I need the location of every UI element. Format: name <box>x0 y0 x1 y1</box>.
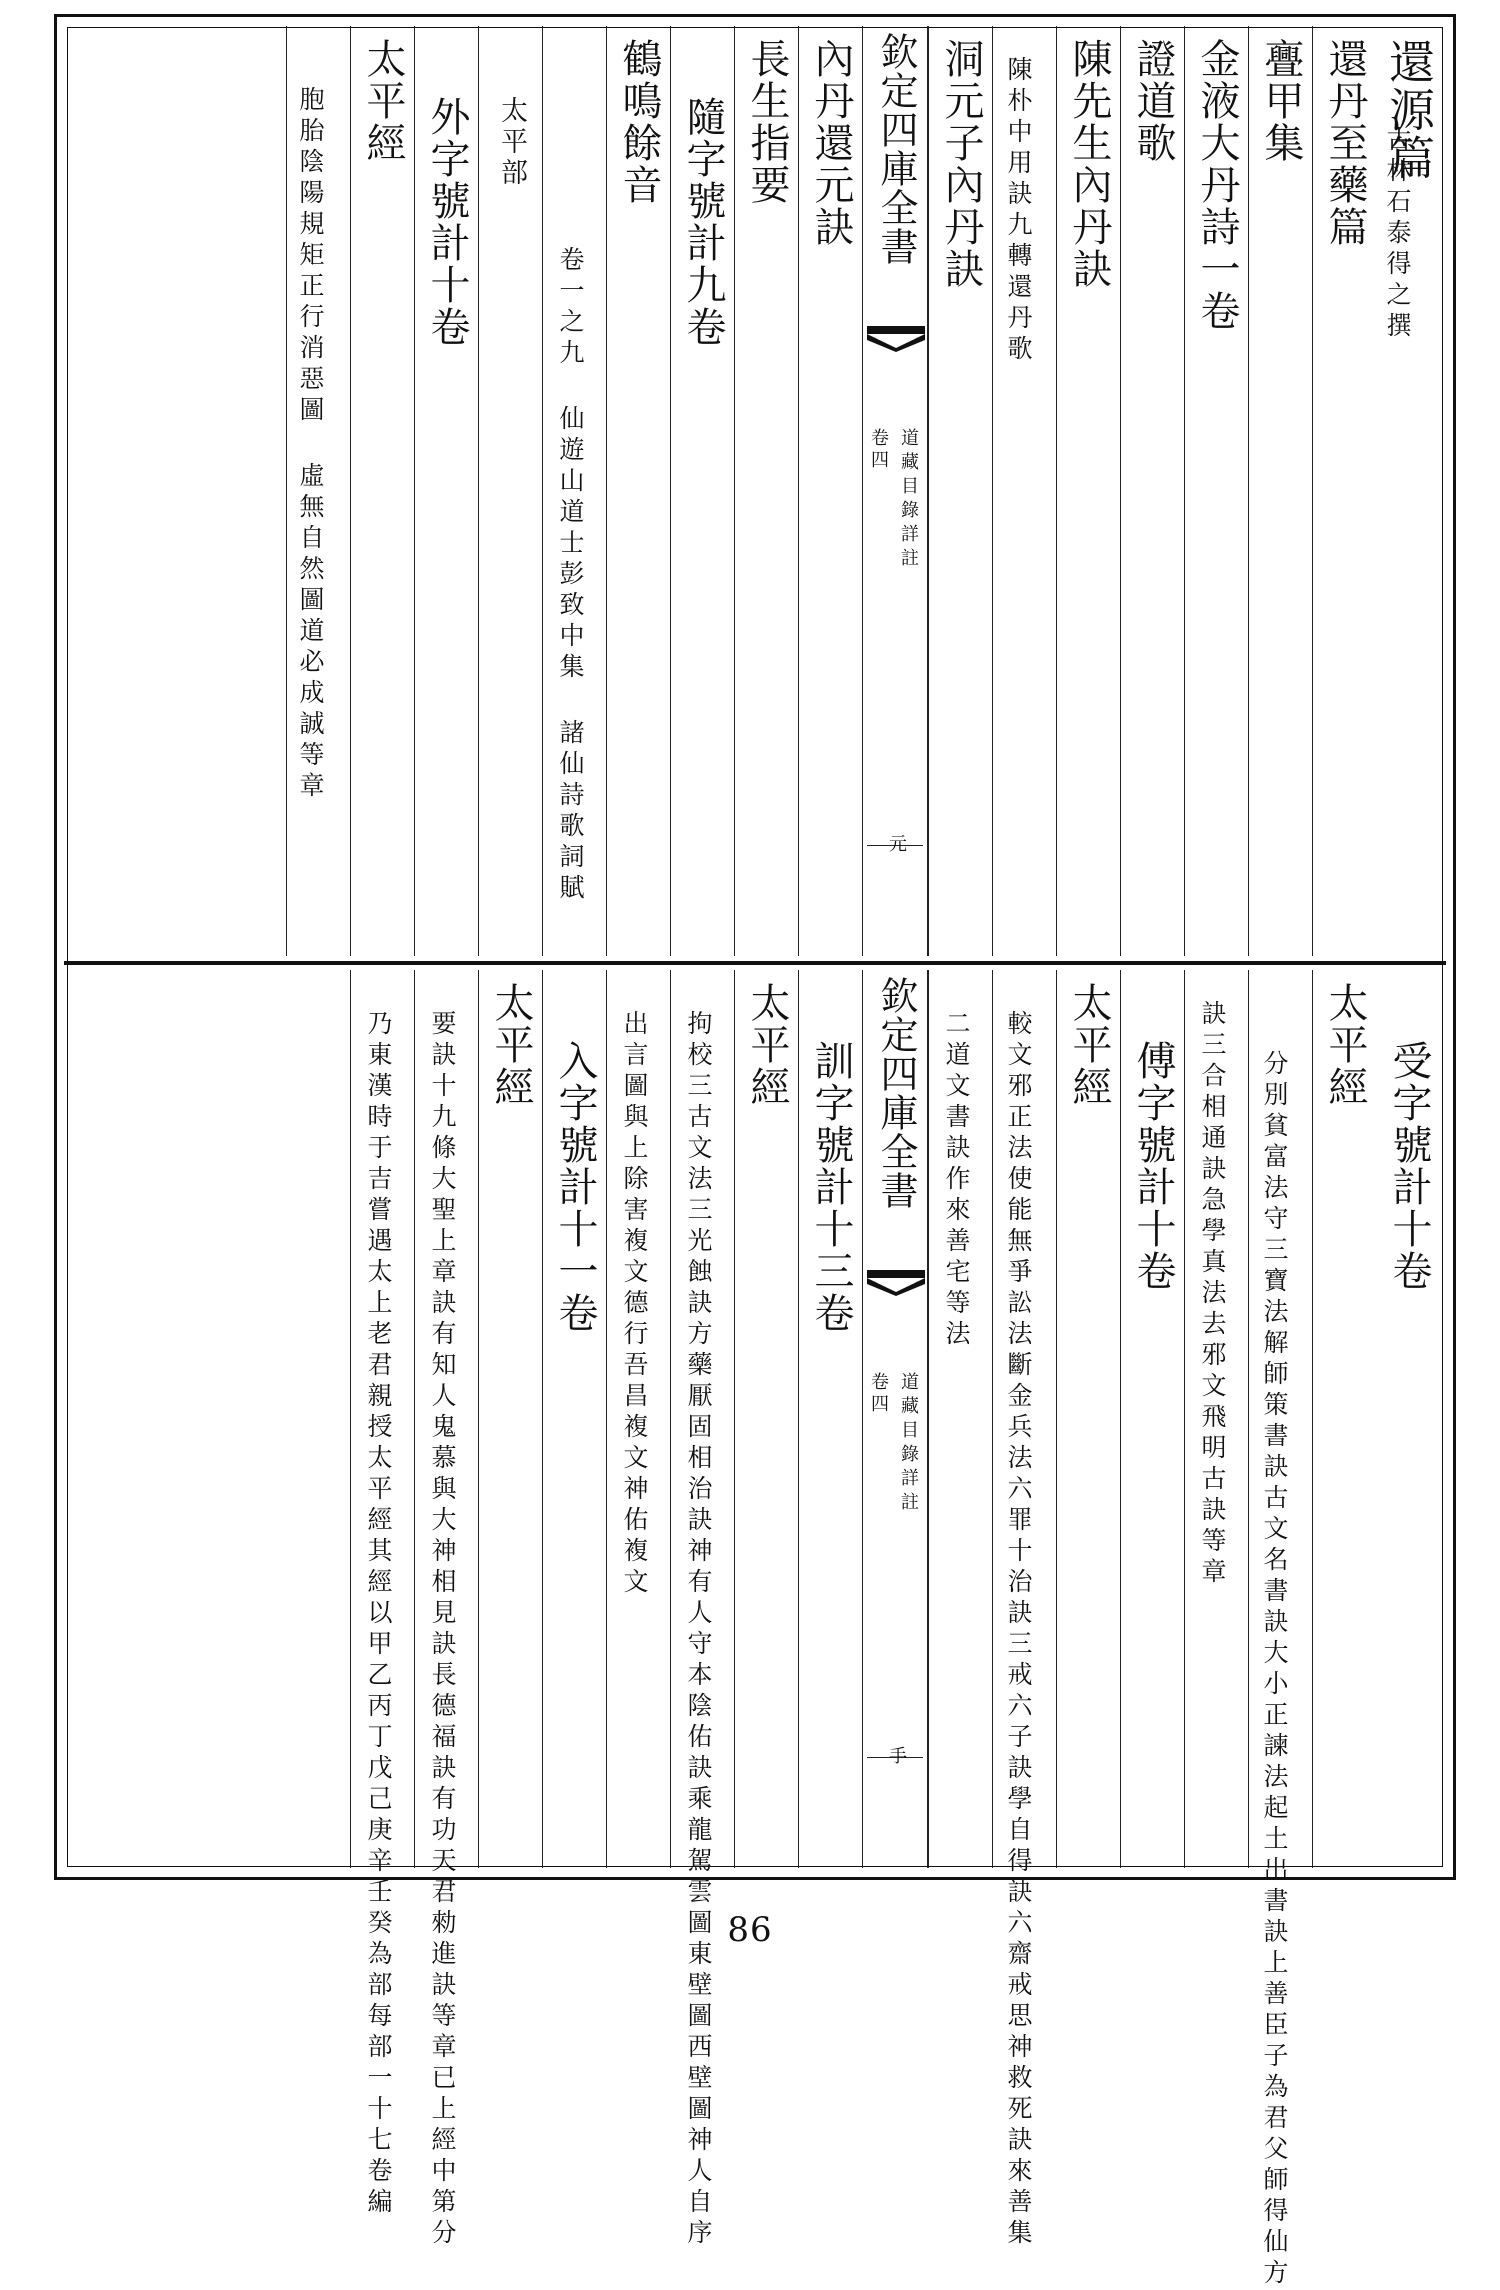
column <box>606 970 670 1868</box>
column <box>478 970 542 1868</box>
column <box>1120 26 1184 956</box>
entry-title: 洞元子內丹訣 <box>938 38 984 290</box>
entry-note: 乃東漢時于吉嘗遇太上老君親授太平經其經以甲乙丙丁戊己庚辛壬癸為部每部一十七卷編 <box>364 1010 393 2219</box>
entry-title: 外字號計十卷 <box>424 96 470 348</box>
volume-label: 卷四 <box>868 428 889 472</box>
top-half <box>66 26 1444 956</box>
column <box>350 26 414 956</box>
column <box>1056 26 1120 956</box>
entry-title: 內丹還元訣 <box>808 38 854 248</box>
entry-note: 較文邪正法使能無爭訟法斷金兵法六罪十治訣三戒六子訣學自得訣六齋戒思神救死訣來善集 <box>1004 1010 1033 2250</box>
entry-note: 陳朴中用訣九轉還丹歌 <box>1004 56 1033 366</box>
column <box>734 26 798 956</box>
leaf-number: 元 <box>889 834 907 855</box>
entry-title: 太平經 <box>744 982 790 1108</box>
entry-title: 長生指要 <box>744 38 790 206</box>
page-number: 86 <box>727 1910 773 1950</box>
entry-note: 二道文書訣作來善宅等法 <box>942 1010 971 1351</box>
entry-title: 還丹至藥篇 <box>1322 38 1368 248</box>
column <box>1184 970 1248 1868</box>
fishtail-icon <box>867 326 925 352</box>
book-title: 欽定四庫全書 <box>874 32 918 266</box>
column <box>734 970 798 1868</box>
book-title: 欽定四庫全書 <box>874 976 918 1210</box>
entry-title: 太平部 <box>496 96 527 189</box>
section-title: 道藏目錄詳註 <box>898 428 919 572</box>
entry-title: 證道歌 <box>1130 38 1176 164</box>
column <box>798 970 862 1868</box>
column <box>1056 970 1120 1868</box>
entry-title: 太平經 <box>1322 982 1368 1108</box>
entry-note: 訣三合相通訣急學真法去邪文飛明古訣等章 <box>1198 1000 1227 1589</box>
entry-note: 分別貧富法守三寶法解師策書訣古文名書訣大小正諫法起土出書訣上善臣子為君父師得仙方 <box>1260 1050 1289 2290</box>
column <box>286 26 350 956</box>
entry-title: 受字號計十卷 <box>1386 1040 1432 1292</box>
fishtail-icon <box>867 1270 925 1296</box>
entry-note: 古林石泰得之撰 <box>1383 126 1412 343</box>
entry-note: 出言圖與上除害複文德行吾昌複文神佑複文 <box>620 1010 649 1599</box>
column <box>542 26 606 956</box>
column <box>1376 26 1440 956</box>
entry-title: 太平經 <box>488 982 534 1108</box>
column <box>542 970 606 1868</box>
entry-note: 拘校三古文法三光蝕訣方藥厭固相治訣神有人守本陰佑訣乘龍駕雲圖東壁圖西壁圖神人自序 <box>684 1010 713 2250</box>
column <box>1120 970 1184 1868</box>
section-title: 道藏目錄詳註 <box>898 1372 919 1516</box>
column <box>928 970 992 1868</box>
entry-title: 鶴鳴餘音 <box>616 38 662 206</box>
column <box>606 26 670 956</box>
center-column-bottom <box>862 970 928 1868</box>
leaf-divider <box>64 961 1446 965</box>
entry-title: 亹甲集 <box>1258 38 1304 164</box>
entry-title: 傅字號計十卷 <box>1130 1040 1176 1292</box>
entry-title: 陳先生內丹訣 <box>1066 38 1112 290</box>
center-column-top <box>862 26 928 956</box>
column <box>414 970 478 2250</box>
column <box>1312 970 1376 1868</box>
entry-title: 還源篇 <box>1382 38 1436 182</box>
column <box>1312 26 1376 956</box>
entry-title: 太平經 <box>360 38 406 164</box>
column <box>992 26 1056 956</box>
entry-note: 要訣十九條大聖上章訣有知人鬼慕與大神相見訣長德福訣有功天君勑進訣等章已上經中第分 <box>428 1010 457 2250</box>
volume-label: 卷四 <box>868 1372 889 1416</box>
entry-title: 入字號計十一卷 <box>552 1040 598 1334</box>
entry-note: 胞胎陰陽規矩正行消惡圖 虛無自然圖道必成誠等章 <box>296 86 325 803</box>
entry-title: 隨字號計九卷 <box>680 96 726 348</box>
entry-note: 卷一之九 仙遊山道士彭致中集 諸仙詩歌詞賦 <box>556 246 585 905</box>
column <box>670 26 734 956</box>
column <box>350 970 414 2219</box>
column <box>1376 970 1440 1868</box>
column <box>1248 26 1312 956</box>
column <box>670 970 734 2250</box>
entry-title: 太平經 <box>1066 982 1112 1108</box>
column <box>1248 970 1312 2290</box>
column <box>478 26 542 956</box>
entry-title: 訓字號計十三卷 <box>808 1040 854 1334</box>
column <box>1184 26 1248 956</box>
entry-title: 金液大丹詩一卷 <box>1194 38 1240 332</box>
leaf-number: 手 <box>889 1746 907 1767</box>
column <box>798 26 862 956</box>
column <box>928 26 992 956</box>
column <box>992 970 1056 2250</box>
column <box>414 26 478 956</box>
